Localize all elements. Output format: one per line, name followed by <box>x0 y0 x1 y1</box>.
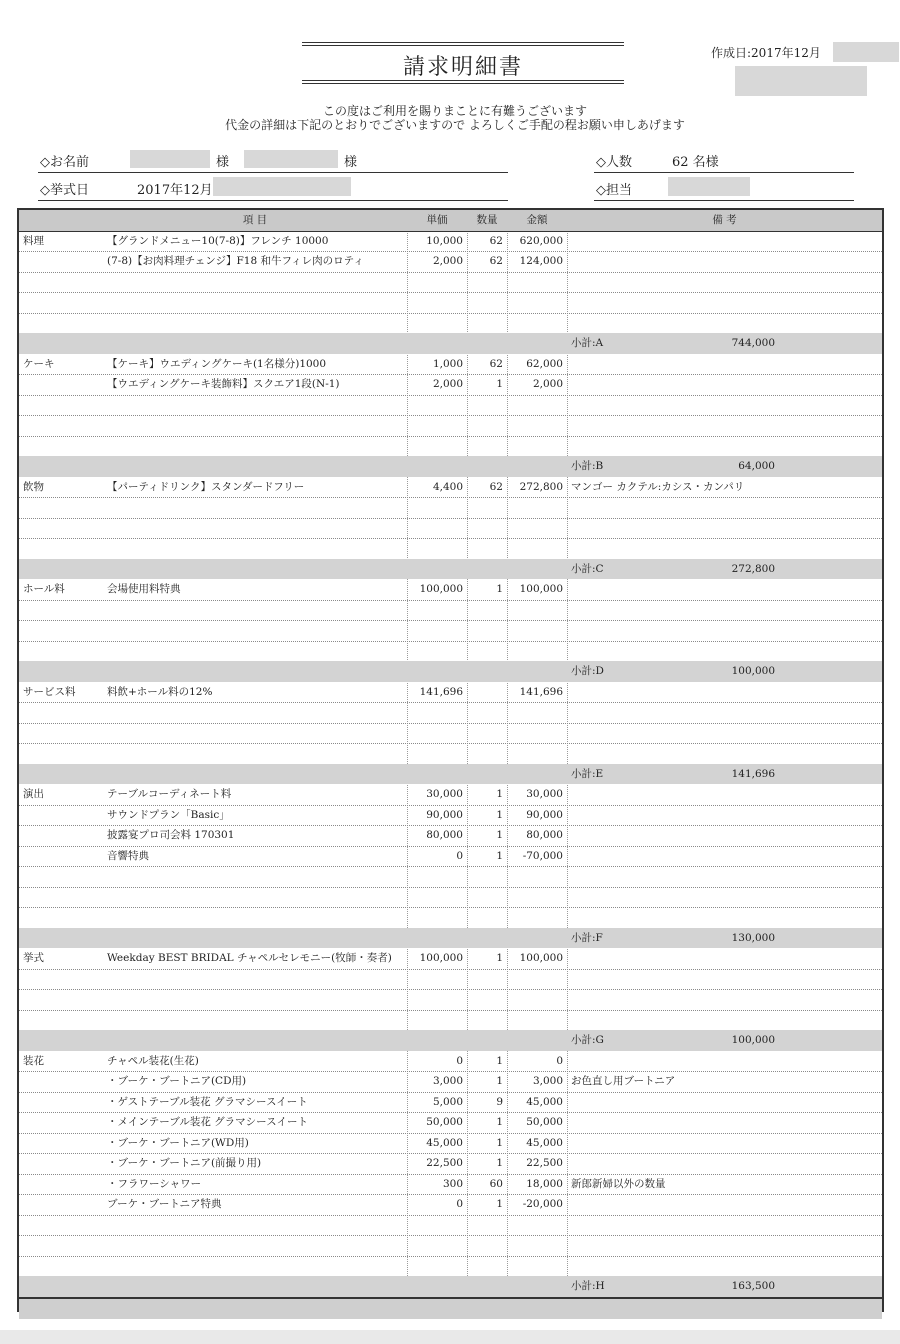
quantity: 1 <box>496 1075 503 1087</box>
note <box>571 1092 882 1113</box>
unit-price: 0 <box>456 1054 463 1067</box>
amount: -20,000 <box>522 1198 563 1210</box>
item-name: 料飲+ホール料の12% <box>107 685 213 698</box>
quantity: 1 <box>496 1116 503 1128</box>
table-row <box>19 682 882 704</box>
unit-price: 45,000 <box>426 1136 463 1149</box>
subtotal-row <box>19 661 882 682</box>
category-label: 料理 <box>23 234 44 247</box>
blank-row <box>19 641 882 663</box>
subtotal-amount: 64,000 <box>738 460 775 472</box>
note <box>571 374 882 395</box>
category-label: 飲物 <box>23 480 44 493</box>
table-row <box>19 1071 882 1093</box>
ceremony-underline <box>38 200 508 201</box>
table-row <box>19 1153 882 1175</box>
amount: 2,000 <box>532 378 563 390</box>
subtotal-row <box>19 1276 882 1297</box>
subtotal-label: 小計:H <box>571 1280 605 1292</box>
item-name: サウンドプラン「Basic」 <box>107 808 230 821</box>
quantity: 62 <box>489 480 503 493</box>
unit-price: 80,000 <box>426 829 463 841</box>
note <box>571 805 882 826</box>
intro-line-1: この度はご利用を賜りまことに有難うございます <box>322 104 587 118</box>
blank-row <box>19 436 882 458</box>
item-name: ・ブーケ・ブートニア(前撮り用) <box>107 1157 262 1169</box>
note <box>571 682 882 703</box>
blank-row <box>19 969 882 991</box>
header-item: 項 目 <box>242 214 268 226</box>
table-footer <box>19 1297 882 1320</box>
unit-price: 141,696 <box>419 685 463 698</box>
table-row <box>19 1133 882 1155</box>
subtotal-row <box>19 333 882 354</box>
note <box>571 948 882 969</box>
table-header <box>19 210 882 232</box>
note: マンゴー カクテル:カシス・カンパリ <box>571 480 745 493</box>
item-name: ・ゲストテーブル装花 グラマシースイート <box>107 1095 308 1108</box>
table-row <box>19 354 882 376</box>
table-row <box>19 1194 882 1216</box>
quantity: 1 <box>496 829 503 841</box>
note <box>571 1051 882 1072</box>
blank-row <box>19 292 882 314</box>
item-name: ・フラワーシャワー <box>107 1177 202 1190</box>
quantity: 1 <box>496 849 503 862</box>
quantity: 1 <box>496 1198 503 1210</box>
table-row <box>19 1092 882 1114</box>
amount: 50,000 <box>526 1116 563 1128</box>
note <box>571 231 882 252</box>
subtotal-row <box>19 764 882 785</box>
unit-price: 3,000 <box>432 1075 463 1087</box>
quantity <box>467 682 507 703</box>
guests-label: ◇人数 <box>596 155 632 170</box>
unit-price: 0 <box>456 849 463 862</box>
item-name: ・ブーケ・ブートニア(WD用) <box>107 1136 249 1149</box>
unit-price: 1,000 <box>432 357 463 370</box>
unit-price: 10,000 <box>426 234 463 247</box>
subtotal-label: 小計:B <box>571 460 604 472</box>
item-name: 披露宴プロ司会料 170301 <box>107 829 235 841</box>
amount: 0 <box>556 1054 563 1067</box>
redacted-name-1 <box>130 150 210 168</box>
unit-price: 22,500 <box>426 1157 463 1169</box>
quantity: 1 <box>496 808 503 821</box>
amount: 141,696 <box>519 685 563 698</box>
blank-row <box>19 600 882 622</box>
intro-text <box>150 104 760 132</box>
subtotal-label: 小計:G <box>571 1034 604 1046</box>
amount: 18,000 <box>526 1177 563 1190</box>
redacted-ceremony-day <box>213 177 351 196</box>
amount: 45,000 <box>526 1136 563 1149</box>
guests-underline <box>594 172 854 173</box>
redacted-name-2 <box>244 150 338 168</box>
title-block <box>302 42 624 84</box>
subtotal-row <box>19 1030 882 1051</box>
item-name: 【ウエディングケーキ装飾料】スクエア1段(N-1) <box>107 378 340 390</box>
note <box>571 1194 882 1215</box>
subtotal-label: 小計:D <box>571 665 604 677</box>
header-amount: 金額 <box>526 214 548 226</box>
unit-price: 5,000 <box>432 1095 463 1108</box>
subtotal-amount: 272,800 <box>731 562 775 575</box>
amount: 45,000 <box>526 1095 563 1108</box>
quantity: 1 <box>496 1054 503 1067</box>
ceremony-label: ◇挙式日 <box>40 183 89 198</box>
note <box>571 784 882 805</box>
amount: 3,000 <box>532 1075 563 1087</box>
blank-row <box>19 518 882 540</box>
item-name: テーブルコーディネート料 <box>107 788 232 800</box>
subtotal-amount: 100,000 <box>731 1034 775 1046</box>
quantity: 1 <box>496 583 503 595</box>
table-row <box>19 1112 882 1134</box>
item-name: 【パーティドリンク】スタンダードフリー <box>107 480 305 493</box>
unit-price: 50,000 <box>426 1116 463 1128</box>
category-label: サービス料 <box>23 685 76 698</box>
category-label: ケーキ <box>23 357 55 370</box>
quantity: 9 <box>496 1095 503 1108</box>
blank-row <box>19 743 882 765</box>
item-name: 【ケーキ】ウエディングケーキ(1名様分)1000 <box>107 357 327 370</box>
unit-price: 300 <box>442 1177 463 1190</box>
table-row <box>19 1051 882 1073</box>
quantity: 1 <box>496 952 503 964</box>
blank-row <box>19 887 882 909</box>
scan-edge <box>0 1330 900 1344</box>
unit-price: 90,000 <box>426 808 463 821</box>
item-name: ブーケ・ブートニア特典 <box>107 1198 222 1210</box>
subtotal-amount: 163,500 <box>731 1280 775 1292</box>
blank-row <box>19 723 882 745</box>
ceremony-date: 2017年12月 <box>137 183 213 198</box>
amount: 22,500 <box>526 1157 563 1169</box>
honorific-1: 様 <box>216 155 230 170</box>
subtotal-row <box>19 456 882 477</box>
category-label: 装花 <box>23 1054 44 1067</box>
invoice-table <box>17 208 884 1312</box>
item-name: チャペル装花(生花) <box>107 1054 199 1067</box>
created-date: 作成日:2017年12月 <box>711 46 821 60</box>
amount: 620,000 <box>519 234 563 247</box>
honorific-2: 様 <box>344 155 358 170</box>
amount: 124,000 <box>519 255 563 267</box>
note <box>571 579 882 600</box>
unit-price: 4,400 <box>432 480 463 493</box>
amount: -70,000 <box>522 849 563 862</box>
category-label: 挙式 <box>23 952 44 964</box>
note <box>571 825 882 846</box>
table-row <box>19 948 882 970</box>
redacted-created-day <box>833 42 899 62</box>
amount: 272,800 <box>519 480 563 493</box>
note <box>571 1153 882 1174</box>
staff-underline <box>594 200 854 201</box>
subtotal-label: 小計:F <box>571 931 603 944</box>
subtotal-amount: 130,000 <box>731 931 775 944</box>
blank-row <box>19 415 882 437</box>
unit-price: 0 <box>456 1198 463 1210</box>
blank-row <box>19 538 882 560</box>
amount: 100,000 <box>519 583 563 595</box>
subtotal-amount: 100,000 <box>731 665 775 677</box>
quantity: 1 <box>496 788 503 800</box>
amount: 80,000 <box>526 829 563 841</box>
quantity: 60 <box>489 1177 503 1190</box>
quantity: 1 <box>496 1157 503 1169</box>
blank-row <box>19 702 882 724</box>
table-row <box>19 579 882 601</box>
note <box>571 846 882 867</box>
item-name: 会場使用料特典 <box>107 583 181 595</box>
table-row <box>19 231 882 253</box>
unit-price: 100,000 <box>419 583 463 595</box>
table-row <box>19 846 882 868</box>
intro-line-2: 代金の詳細は下記のとおりでございますので よろしくご手配の程お願い申しあげます <box>225 118 685 132</box>
subtotal-label: 小計:A <box>571 337 604 349</box>
quantity: 62 <box>489 357 503 370</box>
unit-price: 100,000 <box>419 952 463 964</box>
guests-value: 62 名様 <box>672 155 719 170</box>
blank-row <box>19 1215 882 1237</box>
note <box>571 251 882 272</box>
note <box>571 1112 882 1133</box>
table-row <box>19 374 882 396</box>
note: 新郎新婦以外の数量 <box>571 1177 666 1190</box>
subtotal-row <box>19 559 882 580</box>
table-row <box>19 251 882 273</box>
unit-price: 2,000 <box>432 378 463 390</box>
blank-row <box>19 395 882 417</box>
page-title: 請求明細書 <box>402 55 523 80</box>
name-label: ◇お名前 <box>40 155 89 170</box>
blank-row <box>19 989 882 1011</box>
quantity: 1 <box>496 1136 503 1149</box>
table-row <box>19 1174 882 1196</box>
item-name: 【グランドメニュー10(7-8)】フレンチ 10000 <box>107 234 329 247</box>
redacted-staff <box>668 177 750 196</box>
item-name: (7-8)【お肉料理チェンジ】F18 和牛フィレ肉のロティ <box>107 255 364 267</box>
amount: 30,000 <box>526 788 563 800</box>
unit-price: 2,000 <box>432 255 463 267</box>
name-underline <box>38 172 508 173</box>
amount: 100,000 <box>519 952 563 964</box>
blank-row <box>19 1010 882 1032</box>
item-name: ・ブーケ・ブートニア(CD用) <box>107 1075 247 1087</box>
staff-label: ◇担当 <box>596 183 632 198</box>
note <box>571 1133 882 1154</box>
subtotal-amount: 744,000 <box>731 337 775 349</box>
unit-price: 30,000 <box>426 788 463 800</box>
item-name: Weekday BEST BRIDAL チャペルセレモニー(牧師・奏者) <box>107 952 392 964</box>
quantity: 62 <box>489 255 503 267</box>
subtotal-amount: 141,696 <box>731 767 775 780</box>
header-qty: 数量 <box>476 214 498 226</box>
table-row <box>19 805 882 827</box>
table-row <box>19 784 882 806</box>
note <box>571 354 882 375</box>
header-unit-price: 単価 <box>426 214 448 226</box>
blank-row <box>19 620 882 642</box>
subtotal-row <box>19 928 882 949</box>
item-name: ・メインテーブル装花 グラマシースイート <box>107 1116 308 1128</box>
category-label: ホール料 <box>23 583 65 595</box>
blank-row <box>19 866 882 888</box>
blank-row <box>19 907 882 929</box>
blank-row <box>19 313 882 335</box>
blank-row <box>19 497 882 519</box>
table-row <box>19 825 882 847</box>
table-row <box>19 477 882 499</box>
redacted-created-extra <box>735 66 867 96</box>
amount: 90,000 <box>526 808 563 821</box>
blank-row <box>19 1235 882 1257</box>
quantity: 1 <box>496 378 503 390</box>
subtotal-label: 小計:C <box>571 562 604 575</box>
note: お色直し用ブートニア <box>571 1075 676 1087</box>
amount: 62,000 <box>526 357 563 370</box>
header-note: 備 考 <box>712 214 737 226</box>
blank-row <box>19 1256 882 1278</box>
quantity: 62 <box>489 234 503 247</box>
item-name: 音響特典 <box>107 849 149 862</box>
blank-row <box>19 272 882 294</box>
subtotal-label: 小計:E <box>571 767 604 780</box>
category-label: 演出 <box>23 788 44 800</box>
